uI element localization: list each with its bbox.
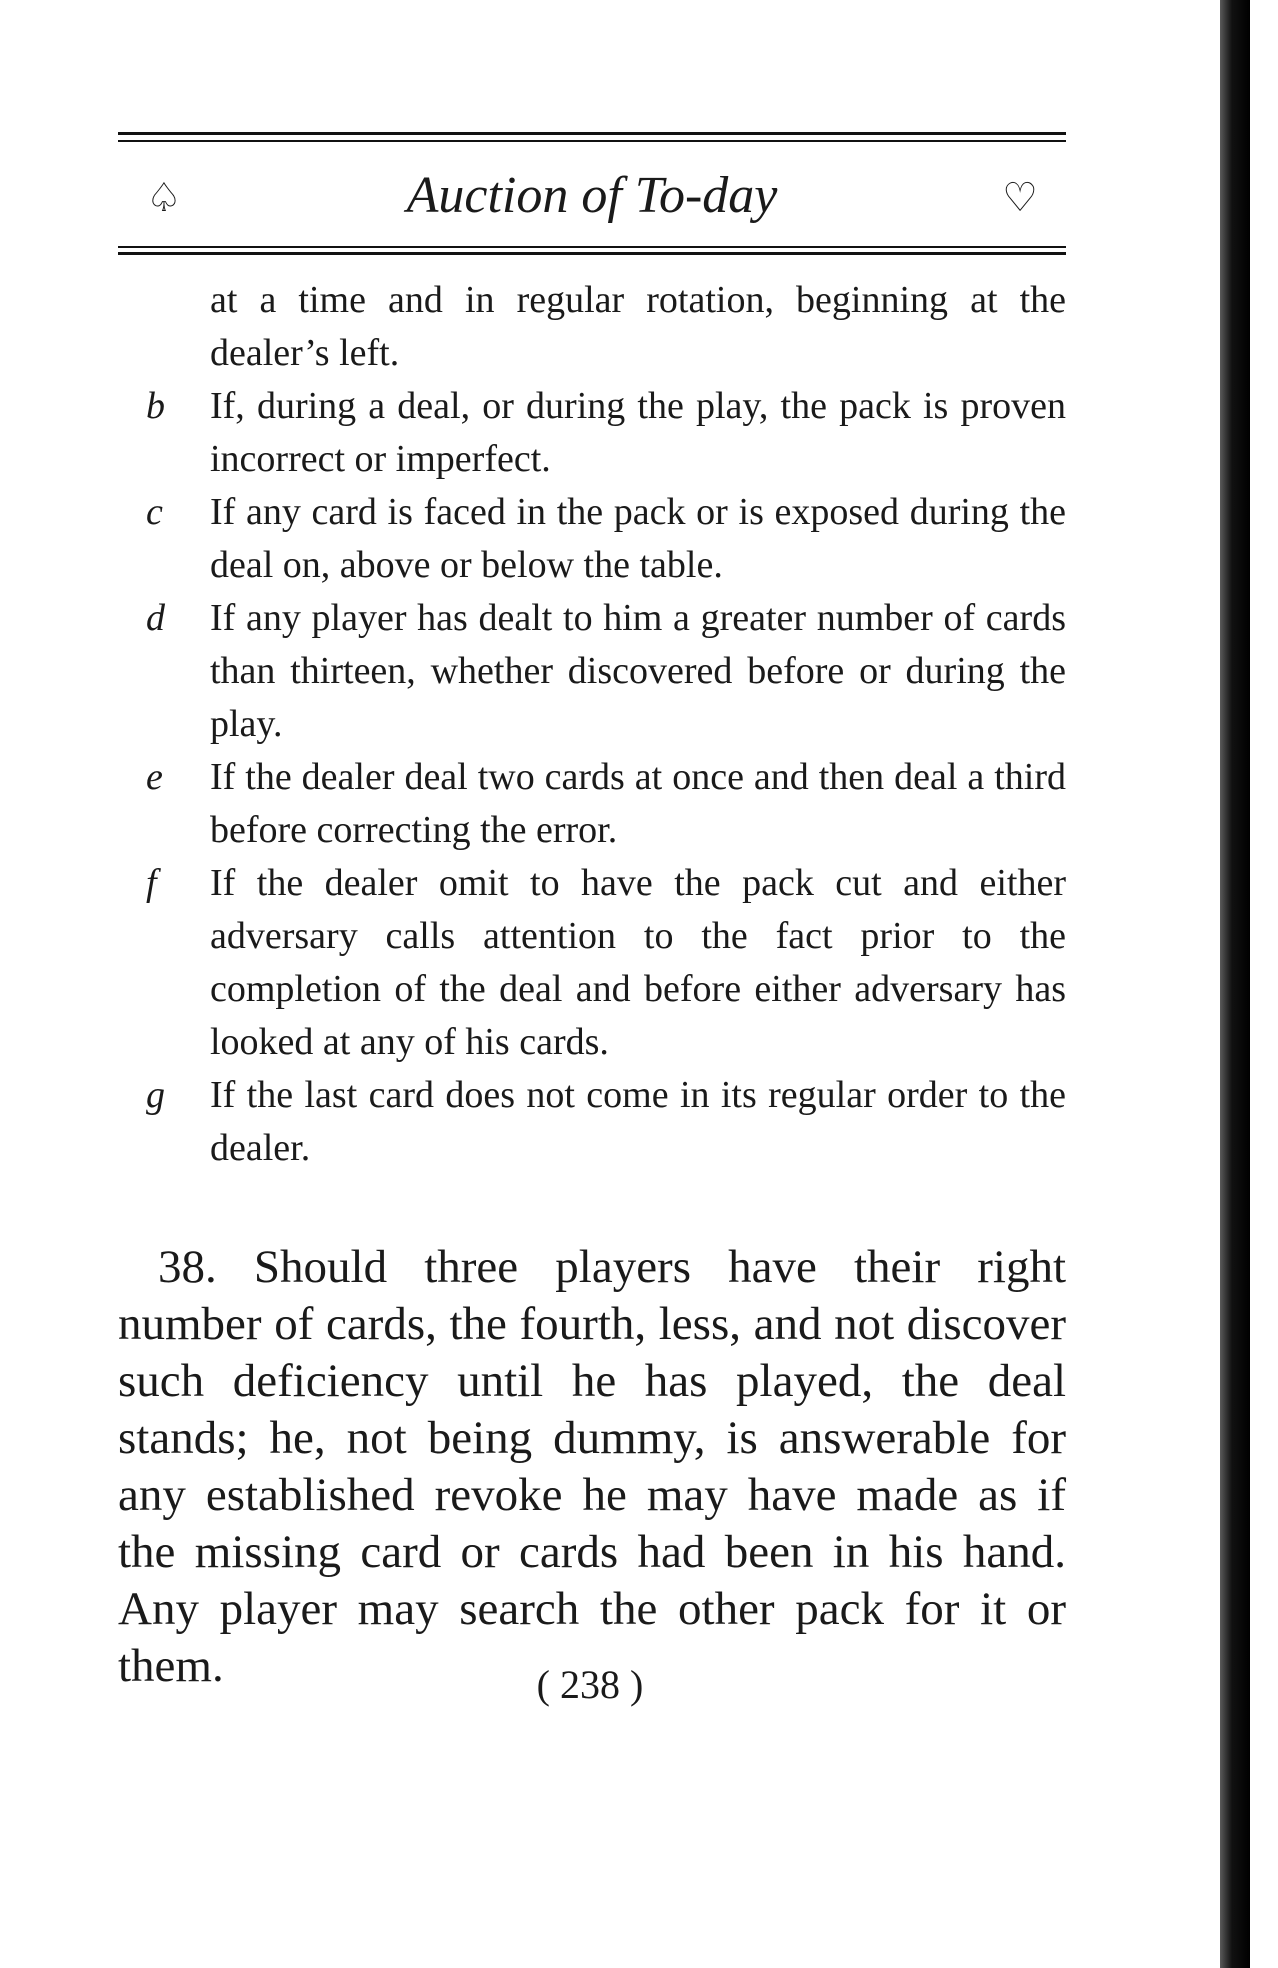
running-header bbox=[118, 158, 1066, 238]
item-text: If the last card does not come in its regular order to the dealer. bbox=[210, 1074, 1066, 1169]
item-text: If, during a deal, or during the play, the pack is proven incorrect or imperfect. bbox=[210, 385, 1066, 480]
item-marker: f bbox=[146, 862, 157, 904]
list-item bbox=[146, 380, 1066, 486]
item-marker: d bbox=[146, 597, 165, 639]
sub-clause-list bbox=[146, 274, 1066, 1175]
item-marker: g bbox=[146, 1074, 165, 1116]
list-item bbox=[146, 592, 1066, 751]
item-marker bbox=[146, 274, 210, 380]
list-item bbox=[146, 857, 1066, 1069]
heart-icon: ♡ bbox=[1002, 175, 1038, 221]
header-rule-bottom-thin bbox=[118, 246, 1066, 248]
item-text: at a time and in regular rotation, beginning at the dealer’s left. bbox=[210, 279, 1066, 374]
item-text: If the dealer omit to have the pack cut and either adversary calls attention to the fact prior to the completion of the deal and before either adversary has looked at any of his cards. bbox=[210, 862, 1066, 1063]
spade-icon: ♤ bbox=[146, 175, 182, 221]
item-marker: b bbox=[146, 385, 165, 427]
header-rule-top-thin bbox=[118, 140, 1066, 142]
item-text: If any player has dealt to him a greater number of cards than thirteen, whether discovered before or during the play. bbox=[210, 597, 1066, 745]
item-marker: e bbox=[146, 756, 163, 798]
item-marker: c bbox=[146, 491, 163, 533]
list-item bbox=[146, 751, 1066, 857]
law-38-paragraph: 38. Should three players have their right number of cards, the fourth, less, and not discover such deficiency until he has played, the deal stands; he, not being dummy, is answerable for any established revoke he may have made as if the missing card or cards had been in his hand. Any player may search the other pack for it or them. bbox=[118, 1241, 1066, 1692]
header-rule-top bbox=[118, 132, 1066, 135]
page-number: ( 238 ) bbox=[536, 1662, 644, 1707]
item-text: If the dealer deal two cards at once and then deal a third before correcting the error. bbox=[210, 756, 1066, 851]
running-title: Auction of To-day bbox=[406, 167, 778, 224]
list-item bbox=[146, 486, 1066, 592]
list-item bbox=[146, 274, 1066, 380]
list-item bbox=[146, 1069, 1066, 1175]
item-text: If any card is faced in the pack or is exposed during the deal on, above or below the table. bbox=[210, 491, 1066, 586]
header-rule-bottom bbox=[118, 252, 1066, 255]
